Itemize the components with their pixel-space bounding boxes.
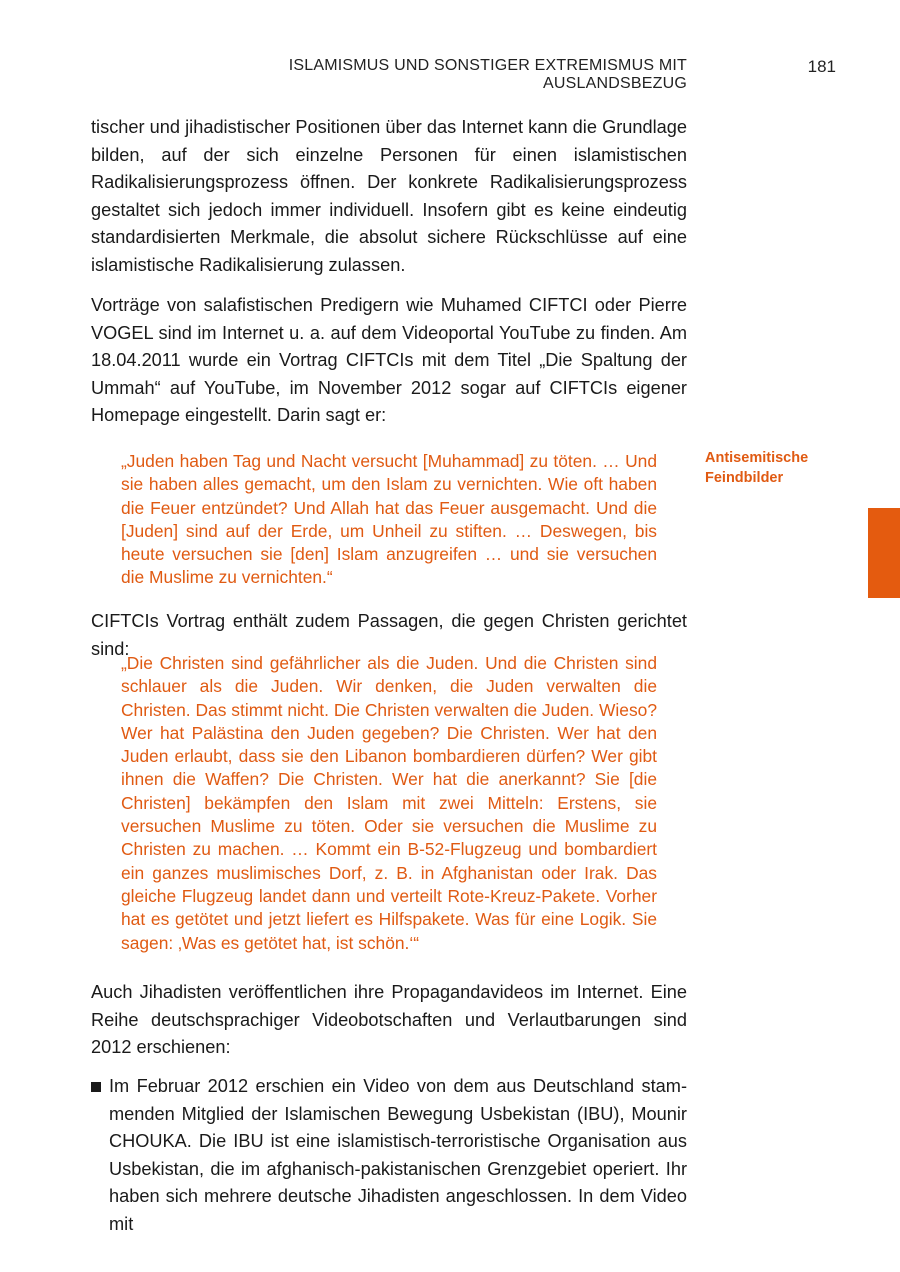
body-paragraph: CIFTCIs Vortrag enthält zudem Passagen, die gegen Christen gerichtet sind: [91, 611, 687, 659]
list-item [91, 1073, 687, 1239]
margin-note: Antisemitische Feindbilder [705, 450, 809, 486]
list-item-text: Im Februar 2012 erschien ein Video von dem aus Deutschland stammenden Mitglied der Islamischen Bewegung Usbekistan (IBU), Mounir CHOUKA. Die IBU ist eine islamistisch-terroristische Organisation aus Usbekistan, die im afghanisch-pakistanischen Grenzgebiet operiert. Ihr haben sich mehrere deutsche Jihadisten angeschlossen. In dem Video mit [109, 1076, 687, 1234]
page-number: 181 [807, 57, 836, 76]
body-paragraph: tischer und jihadistischer Positionen über das Internet kann die Grundlage bilden, auf der sich einzelne Personen für einen islamistischen Radikalisierungsprozess öffnen. Der konkrete Radikalisierungsprozess gestaltet sich jedoch immer individuell. Insofern gibt es keine eindeutig standardisierten Merkmale, die absolut sichere Rückschlüsse auf eine islamistische Radikalisierung zulassen. [91, 117, 687, 275]
body-paragraph: Vorträge von salafistischen Predigern wie Muhamed CIFTCI oder Pierre VOGEL sind im Internet u. a. auf dem Videoportal YouTube zu finden. Am 18.04.2011 wurde ein Vortrag CIFTCIs mit dem Titel „Die Spaltung der Ummah“ auf YouTube, im November 2012 sogar auf CIFTCIs eigener Homepage eingestellt. Darin sagt er: [91, 295, 687, 426]
block-quote: „Die Christen sind gefährlicher als die Juden. Und die Christen sind schlauer als die Juden. Wir denken, die Juden verwalten die Christen. Das stimmt nicht. Die Christen verwalten die Juden. Wieso? Wer hat Palästina den Juden gegeben? Die Christen. Wer hat den Juden erlaubt, dass sie den Libanon bombardieren dürfen? Wer gibt ihnen die Waffen? Die Christen. Wer hat die anerkannt? Sie [die Christen] bekämpfen den Islam mit zwei Mitteln: Erstens, sie versuchen Muslime zu töten. Oder sie versuchen die Muslime zu Christen zu machen. … Kommt ein B-52-Flugzeug und bombardiert ein ganzes muslimisches Dorf, z. B. in Afghanistan oder Irak. Das gleiche Flugzeug landet dann und verteilt Rote-Kreuz-Pakete. Vorher hat es getötet und jetzt liefert es Hilfspakete. Was für eine Logik. Sie sagen: ‚Was es getötet hat, ist schön.‘“ [121, 653, 657, 953]
square-bullet-icon [91, 1082, 101, 1092]
body-paragraph: Auch Jihadisten veröffentlichen ihre Propagandavideos im Internet. Eine Reihe deutschsprachiger Videobotschaften und Verlautbarungen sind 2012 erschienen: [91, 982, 687, 1058]
chapter-thumb-tab [868, 508, 900, 598]
running-head-title: ISLAMISMUS UND SONSTIGER EXTREMISMUS MIT AUSLANDSBEZUG [288, 57, 687, 92]
block-quote: „Juden haben Tag und Nacht versucht [Muhammad] zu töten. … Und sie haben alles gemacht, um den Islam zu vernichten. Wie oft haben die Feuer entzündet? Und Allah hat das Feuer ausgemacht. Und die [Juden] sind auf der Erde, um Unheil zu stiften. … Deswegen, bis heute versuchen sie [den] Islam anzugreifen … und sie versuchen die Muslime zu vernichten.“ [121, 451, 657, 588]
